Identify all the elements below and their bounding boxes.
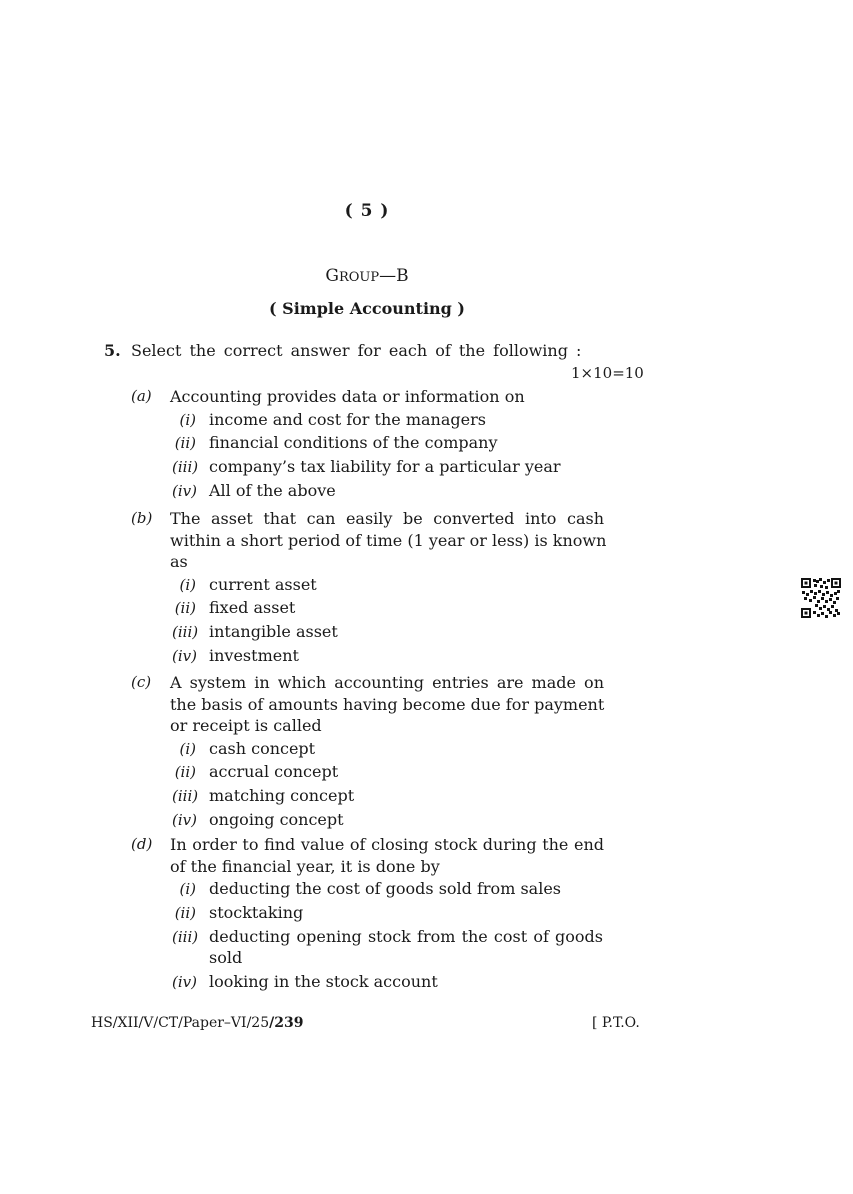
option-text: deducting the cost of goods sold from sales <box>209 879 561 898</box>
item-stem-line: Accounting provides data or information on <box>170 387 525 406</box>
option-label: (iii) <box>172 927 199 946</box>
item-stem <box>170 834 604 877</box>
option-text: sold <box>209 948 243 968</box>
question-number: 5. <box>104 341 121 360</box>
option-text: deducting opening stock from the cost of goods <box>209 926 603 946</box>
group-heading-smallcaps: ROUP <box>338 270 380 285</box>
option-text: income and cost for the managers <box>209 409 486 429</box>
option-text: matching concept <box>209 786 355 806</box>
option-label: (ii) <box>174 599 196 618</box>
paper-code-prefix: HS/XII/V/CT/Paper–VI/25 <box>91 1015 270 1031</box>
option-label: (i) <box>179 410 196 429</box>
option-label: (iv) <box>172 481 197 500</box>
pto-note: [ P.T.O. <box>592 1015 640 1031</box>
option-text: ongoing concept <box>209 809 344 829</box>
group-heading <box>0 266 734 286</box>
item-stem-line: The asset that can easily be converted into cash <box>170 509 604 528</box>
option-label: (ii) <box>174 903 196 922</box>
item-stem-line: or receipt is called <box>170 716 322 735</box>
option-label: (ii) <box>174 763 196 782</box>
option-text: financial conditions of the company <box>209 433 498 453</box>
item-stem-line: as <box>170 552 188 571</box>
option-text: accrual concept <box>209 762 339 782</box>
option-text: cash concept <box>209 738 316 758</box>
question-text: Select the correct answer for each of the following : <box>131 341 582 360</box>
option-label: (i) <box>179 880 196 898</box>
option-text: company’s tax liability for a particular year <box>209 457 561 477</box>
item-label: (c) <box>131 673 152 691</box>
page-number: ( 5 ) <box>344 201 390 221</box>
item-stem <box>170 672 604 737</box>
option-label: (iv) <box>172 810 197 829</box>
paper-code-suffix: /239 <box>269 1015 304 1031</box>
option-text: current asset <box>209 574 317 594</box>
option-label: (iii) <box>172 623 199 642</box>
option-label: (ii) <box>174 434 196 453</box>
option-label: (iii) <box>172 458 199 477</box>
option-label: (iv) <box>172 646 197 665</box>
option-text: investment <box>209 645 299 665</box>
option-text: looking in the stock account <box>209 971 438 991</box>
group-heading-first: G <box>325 266 339 286</box>
option-label: (i) <box>179 575 196 594</box>
option-text: stocktaking <box>209 902 304 922</box>
item-stem <box>170 386 604 408</box>
item-stem-line: In order to find value of closing stock during the end <box>170 835 604 854</box>
question-marks: 1×10=10 <box>571 364 644 382</box>
item-stem-line: A system in which accounting entries are made on <box>170 673 604 692</box>
option-text: intangible asset <box>209 622 338 642</box>
item-stem-line: of the financial year, it is done by <box>170 856 440 876</box>
item-label: (d) <box>131 835 153 853</box>
qr-code <box>801 578 841 618</box>
item-label: (a) <box>131 387 152 405</box>
item-stem-line: the basis of amounts having become due for payment <box>170 694 605 714</box>
section-subtitle: ( Simple Accounting ) <box>269 299 465 318</box>
item-stem <box>170 508 607 573</box>
group-heading-rest: —B <box>379 266 409 286</box>
paper-code <box>91 1015 303 1031</box>
option-text: fixed asset <box>209 598 296 618</box>
option-label: (i) <box>179 739 196 758</box>
option-label: (iv) <box>172 972 197 991</box>
item-label: (b) <box>131 509 153 527</box>
option-text: All of the above <box>209 480 336 500</box>
option-label: (iii) <box>172 787 199 806</box>
item-stem-line: within a short period of time (1 year or less) is known <box>170 530 607 550</box>
